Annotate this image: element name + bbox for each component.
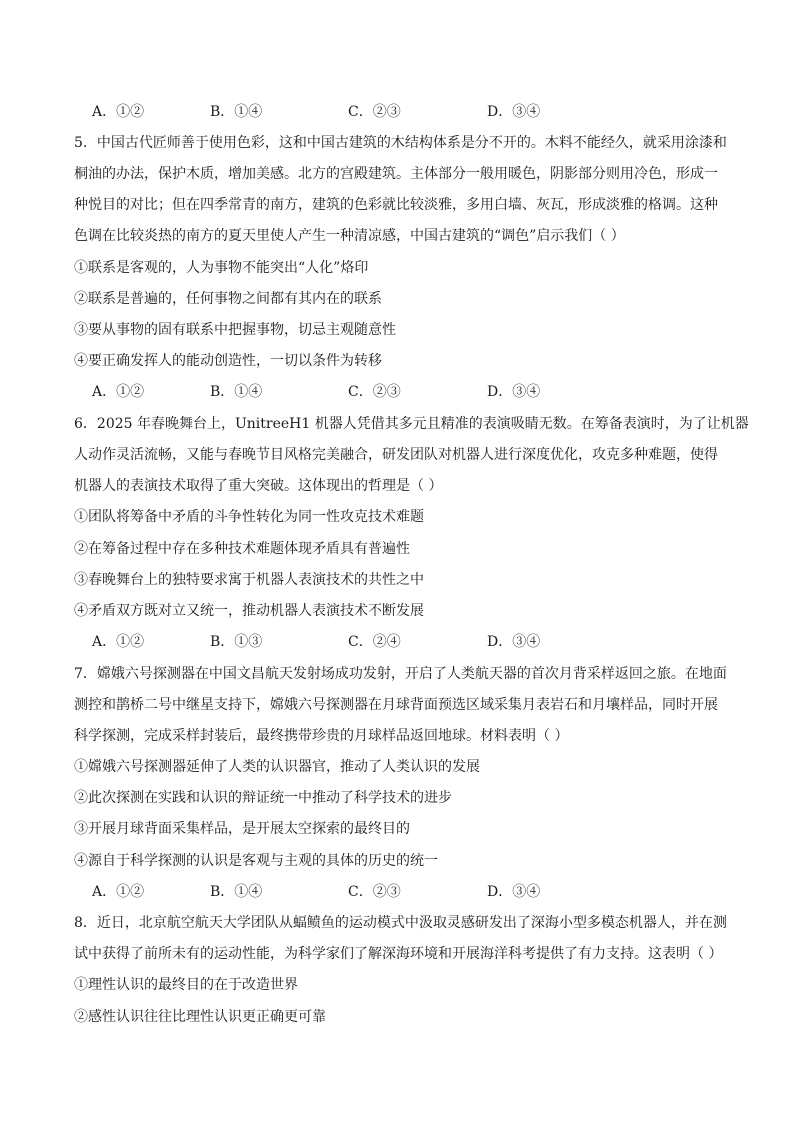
q7-statement-2: ②此次探测在实践和认识的辩证统一中推动了科学技术的进步 [74,790,452,806]
q5-statement-4: ④要正确发挥人的能动创造性，一切以条件为转移 [74,353,382,369]
option-b: B．①④ [210,384,263,400]
q5-statement-1: ①联系是客观的，人为事物不能突出“人化”烙印 [74,260,369,276]
options-row-q7 [92,882,712,902]
q6-stem-line-1: 6．2025 年春晚舞台上，UnitreeH1 机器人凭借其多元且精准的表演吸睛无数。在筹备表演时，为了让机器 [74,416,749,432]
q7-stem-line-2: 测控和鹊桥二号中继星支持下，嫦娥六号探测器在月球背面预选区域采集月表岩石和月壤样品，同时开展 [74,697,718,713]
q5-stem-line-2: 桐油的办法，保护木质，增加美感。北方的宫殿建筑。主体部分一般用暖色，阴影部分则用冷色，形成一 [74,166,718,182]
q5-stem-line-3: 种悦目的对比；但在四季常青的南方，建筑的色彩就比较淡雅，多用白墙、灰瓦，形成淡雅的格调。这种 [74,197,718,213]
q8-stem-line-1: 8．近日，北京航空航天大学团队从蝠鲼鱼的运动模式中汲取灵感研发出了深海小型多模态机器人，并在测 [74,915,727,931]
q7-statement-1: ①嫦娥六号探测器延伸了人类的认识器官，推动了人类认识的发展 [74,759,480,775]
q6-statement-3: ③春晚舞台上的独特要求寓于机器人表演技术的共性之中 [74,572,424,588]
q7-stem-line-3: 科学探测，完成采样封装后，最终携带珍贵的月球样品返回地球。材料表明（ ） [74,728,569,744]
q5-statement-2: ②联系是普遍的，任何事物之间都有其内在的联系 [74,291,382,307]
option-b: B．①③ [210,634,263,650]
option-a: A．①② [92,884,145,900]
option-b: B．①④ [210,104,263,120]
q8-statement-2: ②感性认识往往比理性认识更正确更可靠 [74,1009,326,1025]
option-a: A．①② [92,104,145,120]
q6-stem-line-3: 机器人的表演技术取得了重大突破。这体现出的哲理是（ ） [74,478,443,494]
option-c: C．②④ [348,634,401,650]
option-d: D．③④ [487,104,541,120]
q7-statement-4: ④源自于科学探测的认识是客观与主观的具体的历史的统一 [74,853,438,869]
option-d: D．③④ [487,884,541,900]
option-c: C．②③ [348,884,401,900]
q5-stem-line-1: 5．中国古代匠师善于使用色彩，这和中国古建筑的木结构体系是分不开的。木料不能经久，就采用涂漆和 [74,135,727,151]
option-a: A．①② [92,634,145,650]
option-a: A．①② [92,384,145,400]
options-row-q5 [92,382,712,402]
q5-stem-line-4: 色调在比较炎热的南方的夏天里使人产生一种清凉感，中国古建筑的“调色”启示我们（ ） [74,228,625,244]
q8-stem-line-2: 试中获得了前所未有的运动性能，为科学家们了解深海环境和开展海洋科考提供了有力支持。这表明（ ） [74,946,723,962]
q5-statement-3: ③要从事物的固有联系中把握事物，切忌主观随意性 [74,322,396,338]
q6-statement-2: ②在筹备过程中存在多种技术难题体现矛盾具有普遍性 [74,541,410,557]
option-c: C．②③ [348,384,401,400]
q7-stem-line-1: 7．嫦娥六号探测器在中国文昌航天发射场成功发射，开启了人类航天器的首次月背采样返回之旅。在地面 [74,666,727,682]
q6-statement-1: ①团队将筹备中矛盾的斗争性转化为同一性攻克技术难题 [74,509,424,525]
options-row-q6 [92,632,712,652]
option-d: D．③④ [487,384,541,400]
option-b: B．①④ [210,884,263,900]
option-c: C．②③ [348,104,401,120]
option-d: D．③④ [487,634,541,650]
q6-stem-line-2: 人动作灵活流畅，又能与春晚节目风格完美融合，研发团队对机器人进行深度优化，攻克多种难题，使得 [74,447,718,463]
q6-statement-4: ④矛盾双方既对立又统一，推动机器人表演技术不断发展 [74,603,424,619]
q7-statement-3: ③开展月球背面采集样品，是开展太空探索的最终目的 [74,821,410,837]
q8-statement-1: ①理性认识的最终目的在于改造世界 [74,977,298,993]
options-row-q4 [92,102,712,122]
